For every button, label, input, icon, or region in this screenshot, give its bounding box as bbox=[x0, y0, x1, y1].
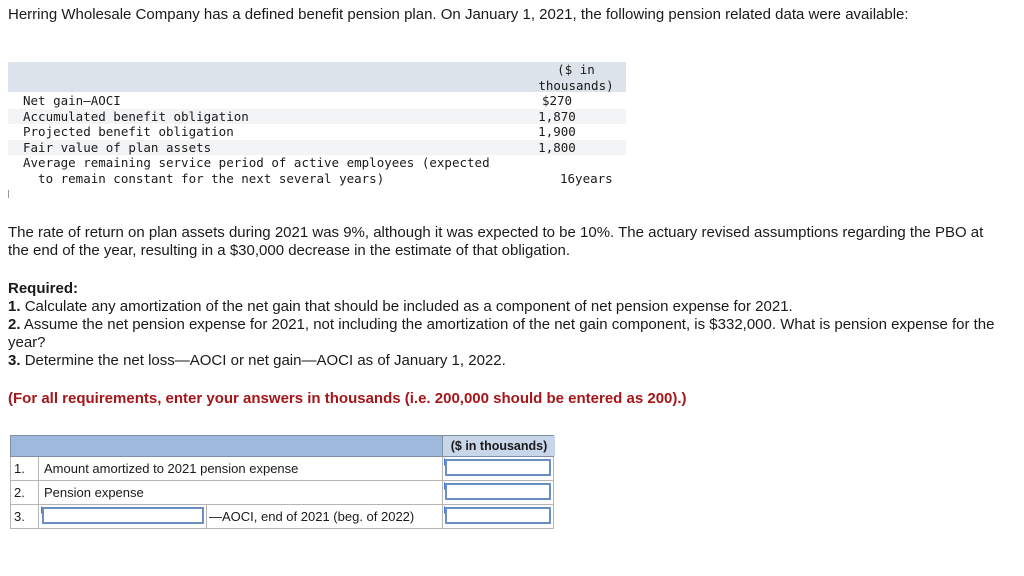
answer-table bbox=[10, 435, 554, 531]
data-row-label: Fair value of plan assets bbox=[23, 139, 212, 155]
data-row-label-line1: Average remaining service period of active employees (expected bbox=[23, 155, 490, 170]
unit-header bbox=[528, 62, 624, 93]
required-item-text: Calculate any amortization of the net gain that should be included as a component of net pension expense for 2021. bbox=[24, 298, 793, 315]
divider-tick bbox=[8, 190, 9, 198]
intro-text: Herring Wholesale Company has a defined benefit pension plan. On January 1, 2021, the following pension related data were available: bbox=[8, 6, 909, 23]
required-item-3 bbox=[8, 352, 1008, 370]
answer-row-amortization bbox=[10, 457, 554, 481]
data-row-value: 1,900 bbox=[538, 124, 576, 139]
pension-expense-input[interactable] bbox=[445, 483, 551, 500]
data-row-label: Net gain—AOCI bbox=[23, 93, 121, 108]
data-row-label: Projected benefit obligation bbox=[23, 124, 234, 139]
required-item-number: 2. bbox=[8, 316, 21, 333]
data-row-label-line2: to remain constant for the next several years) bbox=[23, 170, 385, 186]
answer-cell bbox=[442, 505, 554, 528]
data-row-value: 16years bbox=[560, 170, 613, 186]
gain-loss-select-cell bbox=[40, 505, 206, 528]
instruction-note: (For all requirements, enter your answers in thousands (i.e. 200,000 should be entered as 200).) bbox=[8, 390, 687, 407]
answer-row-label: Pension expense bbox=[44, 485, 144, 500]
required-title: Required: bbox=[8, 280, 79, 297]
answer-cell bbox=[442, 481, 554, 504]
required-item-number: 3. bbox=[8, 352, 21, 369]
data-row-service-period-cont bbox=[8, 171, 626, 187]
answer-cell bbox=[442, 457, 554, 480]
aoci-input[interactable] bbox=[445, 507, 551, 524]
answer-row-aoci bbox=[10, 505, 554, 529]
answer-row-label: Amount amortized to 2021 pension expense bbox=[44, 461, 299, 476]
answer-row-number: 3. bbox=[11, 505, 39, 528]
data-row bbox=[8, 93, 626, 109]
answer-row-label: —AOCI, end of 2021 (beg. of 2022) bbox=[206, 505, 439, 528]
data-row bbox=[8, 140, 626, 156]
required-item-number: 1. bbox=[8, 298, 21, 315]
required-item-text: Determine the net loss—AOCI or net gain—AOCI as of January 1, 2022. bbox=[24, 352, 506, 369]
data-row-value: 1,800 bbox=[538, 139, 576, 155]
answer-row-pension-expense bbox=[10, 481, 554, 505]
answer-column-header: ($ in thousands) bbox=[442, 436, 555, 456]
paragraph-assumptions: The rate of return on plan assets during 2021 was 9%, although it was expected to be 10%. The actuary revised assumptions regarding the PBO at the end of the year, resulting in a $30,000 decrease in the estimate of that obligation. bbox=[8, 224, 984, 259]
answer-row-number: 1. bbox=[11, 457, 39, 480]
data-row-value: $270 bbox=[541, 93, 573, 108]
amortization-input[interactable] bbox=[445, 459, 551, 476]
required-section bbox=[8, 280, 1008, 370]
data-row bbox=[8, 124, 626, 140]
required-item-2 bbox=[8, 316, 1008, 352]
required-item-1 bbox=[8, 298, 1008, 316]
answer-table-header bbox=[10, 435, 554, 457]
data-row-service-period bbox=[8, 155, 626, 171]
data-row-value: 1,870 bbox=[538, 108, 576, 124]
answer-row-number: 2. bbox=[11, 481, 39, 504]
required-item-text: Assume the net pension expense for 2021, not including the amortization of the net gain component, is $332,000. What is pension expense for the year? bbox=[8, 316, 995, 351]
gain-loss-select-input[interactable] bbox=[42, 507, 204, 524]
data-row-label: Accumulated benefit obligation bbox=[23, 108, 249, 124]
unit-header-line1: ($ in bbox=[557, 62, 595, 77]
data-row bbox=[8, 109, 626, 125]
unit-header-line2: thousands) bbox=[538, 77, 614, 93]
